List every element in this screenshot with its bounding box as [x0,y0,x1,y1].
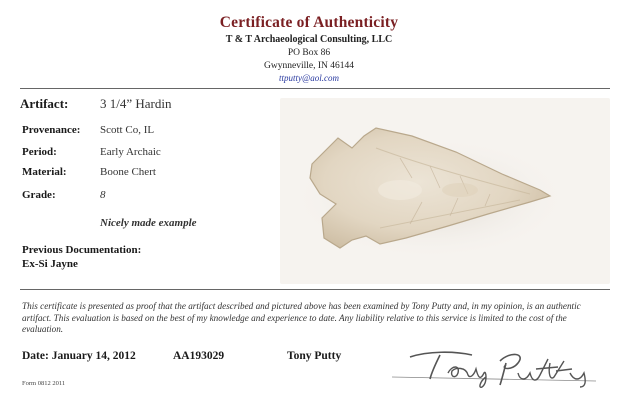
certificate-number: AA193029 [173,350,225,362]
bottom-divider [20,289,610,290]
grade-value: 8 [100,189,106,201]
company-po-box: PO Box 86 [287,48,331,58]
form-number: Form 0812 2011 [22,380,66,387]
signature-image [388,343,602,389]
company-city: Gwynneville, IN 46144 [264,61,354,71]
provenance-value: Scott Co, IL [100,124,155,136]
arrowhead-image [280,98,610,284]
material-label: Material: [22,166,67,178]
artifact-photo [280,98,610,284]
provenance-label: Provenance: [22,124,81,136]
signature [388,343,602,389]
top-divider [20,88,610,89]
previous-documentation-value: Ex-Si Jayne [22,258,78,270]
period-label: Period: [22,146,57,158]
grade-label: Grade: [22,189,56,201]
company-email-link[interactable]: ttputty@aol.com [278,73,340,83]
authenticity-statement: This certificate is presented as proof that the artifact described and pictured above has been examined by Tony Putty and, in my opinion, is an authentic artifact. This evaluation is based on the best of my knowledge and experience to date. Any liability relative to this service is limited to the cost of the evaluation. [22,301,581,334]
signer-name: Tony Putty [287,350,342,362]
material-value: Boone Chert [100,166,156,178]
company-name: T & T Archaeological Consulting, LLC [225,34,393,45]
artifact-label: Artifact: [20,96,69,111]
artifact-value: 3 1/4” Hardin [100,96,172,111]
artifact-comment: Nicely made example [100,217,197,229]
previous-documentation-label: Previous Documentation: [22,244,142,256]
certificate-date: Date: January 14, 2012 [22,350,136,362]
period-value: Early Archaic [100,146,161,158]
certificate-title: Certificate of Authenticity [219,14,399,31]
